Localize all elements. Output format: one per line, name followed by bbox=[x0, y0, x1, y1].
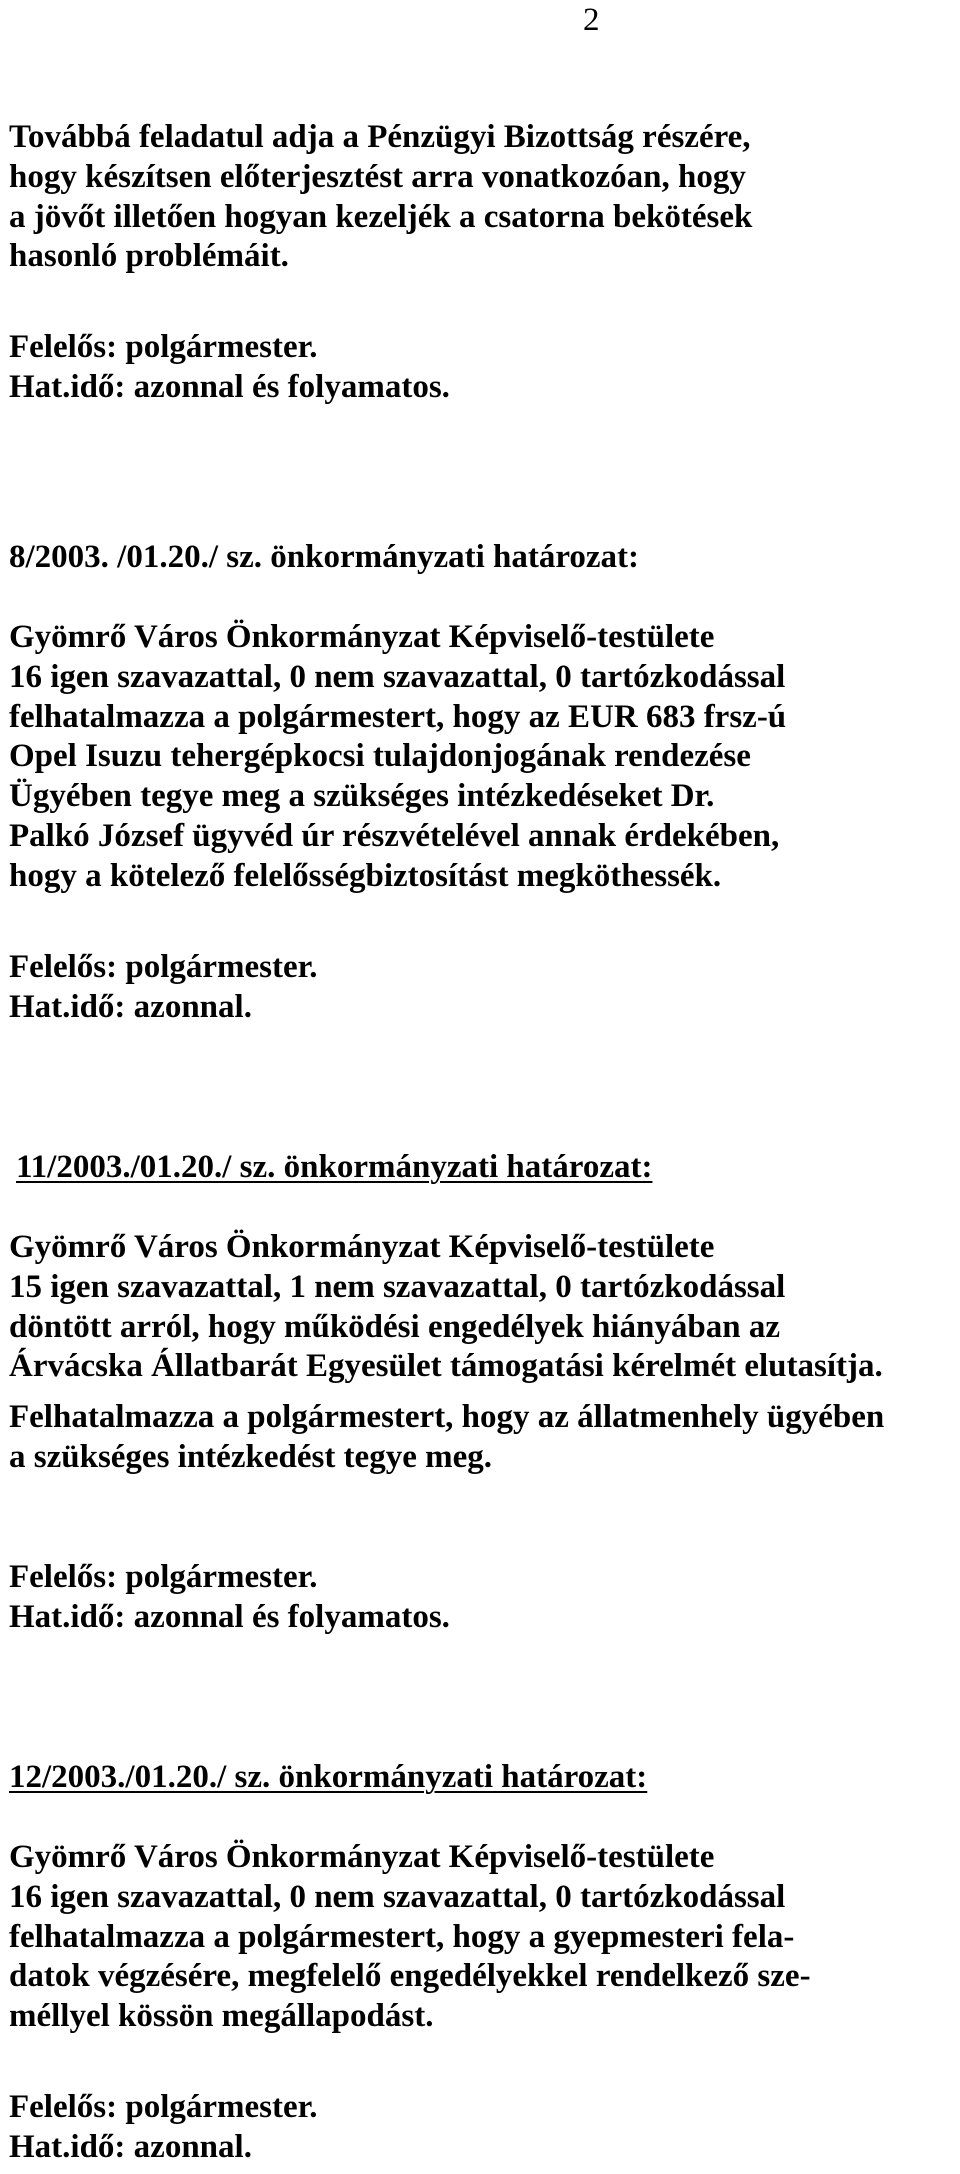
resolution-title bbox=[16, 1148, 960, 1188]
intro-paragraph bbox=[9, 118, 954, 277]
text-line: Továbbá feladatul adja a Pénzügyi Bizottság részére, bbox=[9, 119, 751, 155]
deadline-line: Hat.idő: azonnal. bbox=[9, 2128, 252, 2165]
intro-responsibility bbox=[9, 328, 954, 408]
resolution-title-text: 11/2003./01.20./ sz. önkormányzati határozat: bbox=[16, 1149, 653, 1185]
deadline-line: Hat.idő: azonnal és folyamatos. bbox=[9, 368, 450, 405]
text-line: felhatalmazza a polgármestert, hogy a gyepmesteri fela- bbox=[9, 1918, 795, 1955]
text-line: Palkó József ügyvéd úr részvételével annak érdekében, bbox=[9, 817, 780, 854]
text-line: Felhatalmazza a polgármestert, hogy az állatmenhely ügyében bbox=[9, 1399, 885, 1435]
resolution-body bbox=[9, 1228, 954, 1387]
deadline-line: Hat.idő: azonnal és folyamatos. bbox=[9, 1598, 450, 1635]
resolution-extra bbox=[9, 1398, 954, 1478]
text-line: Gyömrő Város Önkormányzat Képviselő-testülete bbox=[9, 619, 715, 655]
text-line: 16 igen szavazattal, 0 nem szavazattal, 0 tartózkodással bbox=[9, 658, 786, 695]
resolution-body bbox=[9, 1838, 954, 2037]
text-line: a szükséges intézkedést tegye meg. bbox=[9, 1438, 492, 1475]
text-line: a jövőt illetően hogyan kezeljék a csatorna bekötések bbox=[9, 198, 753, 235]
resolution-title bbox=[9, 1758, 954, 1798]
resolution-title-text: 8/2003. /01.20./ sz. önkormányzati határozat: bbox=[9, 539, 640, 575]
resolution-responsibility bbox=[9, 948, 954, 1028]
text-line: hasonló problémáit. bbox=[9, 238, 289, 275]
responsible-line: Felelős: polgármester. bbox=[9, 949, 318, 985]
resolution-responsibility bbox=[9, 1558, 954, 1638]
text-line: 16 igen szavazattal, 0 nem szavazattal, 0 tartózkodással bbox=[9, 1878, 786, 1915]
responsible-line: Felelős: polgármester. bbox=[9, 329, 318, 365]
text-line: méllyel kössön megállapodást. bbox=[9, 1998, 434, 2035]
resolution-body bbox=[9, 618, 954, 897]
text-line: datok végzésére, megfelelő engedélyekkel rendelkező sze- bbox=[9, 1958, 811, 1995]
resolution-title bbox=[9, 538, 954, 578]
page-number: 2 bbox=[583, 2, 600, 38]
text-line: hogy a kötelező felelősségbiztosítást megköthessék. bbox=[9, 857, 722, 894]
text-line: döntött arról, hogy működési engedélyek hiányában az bbox=[9, 1308, 780, 1345]
text-line: felhatalmazza a polgármestert, hogy az EUR 683 frsz-ú bbox=[9, 698, 787, 735]
text-line: Opel Isuzu tehergépkocsi tulajdonjogának rendezése bbox=[9, 738, 751, 775]
text-line: Gyömrő Város Önkormányzat Képviselő-testülete bbox=[9, 1229, 715, 1265]
deadline-line: Hat.idő: azonnal. bbox=[9, 988, 252, 1025]
resolution-title-text: 12/2003./01.20./ sz. önkormányzati határozat: bbox=[9, 1759, 648, 1795]
responsible-line: Felelős: polgármester. bbox=[9, 2089, 318, 2125]
text-line: Gyömrő Város Önkormányzat Képviselő-testülete bbox=[9, 1839, 715, 1875]
responsible-line: Felelős: polgármester. bbox=[9, 1559, 318, 1595]
text-line: Árvácska Állatbarát Egyesület támogatási kérelmét elutasítja. bbox=[9, 1348, 883, 1385]
text-line: hogy készítsen előterjesztést arra vonatkozóan, hogy bbox=[9, 158, 746, 195]
text-line: Ügyében tegye meg a szükséges intézkedéseket Dr. bbox=[9, 778, 715, 815]
text-line: 15 igen szavazattal, 1 nem szavazattal, 0 tartózkodással bbox=[9, 1268, 786, 1305]
resolution-responsibility bbox=[9, 2088, 954, 2168]
